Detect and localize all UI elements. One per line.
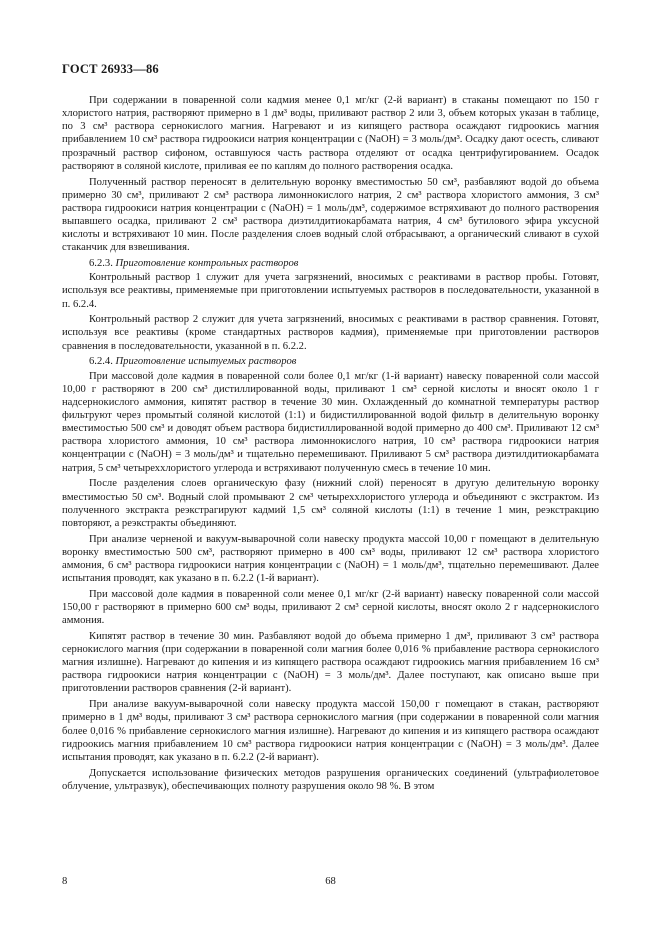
paragraph: Полученный раствор переносят в делительную воронку вместимостью 50 см³, разбавляют водой до объема примерно 30 см³, приливают 2 см³ раствора лимоннокислого натрия, 2 см³ раствора хлористого аммония, 3 см³ раствора гидроокиси натрия концентрации c (NaOH) = 1 моль/дм³, содержимое встряхивают до полного растворения выпавшего осадка, приливают 2 см³ раствора диэтилдитиокарбамата натрия, 4 см³ бутилового эфира уксусной кислоты и встряхивают 10 мин. После разделения слоев водный слой отбрасывают, а органический сливают в сухой стаканчик для взвешивания.: [62, 176, 599, 254]
paragraph: После разделения слоев органическую фазу (нижний слой) переносят в другую делительную воронку вместимостью 50 см³. Водный слой промывают 2 см³ четыреххлористого углерода и объединяют с экстрактом. Из полученного экстракта реэкстрагируют кадмий 1,5 см³ соляной кислоты (1:1) в течение 1 мин, реэкстракцию повторяют, а реэкстракты объединяют.: [62, 478, 599, 529]
section-heading: [62, 355, 599, 368]
paragraph: Допускается использование физических методов разрушения органических соединений (ультрафиолетовое облучение, ультразвук), обеспечивающих полноту разрушения около 98 %. В этом: [62, 767, 599, 792]
footer-page-number-left: 8: [62, 876, 68, 887]
paragraph: При анализе вакуум-выварочной соли навеску продукта массой 150,00 г помещают в стакан, растворяют примерно в 1 дм³ воды, приливают 3 см³ раствора сернокислого магния (при содержании в поваренной соли магния более 0,016 % прибавление сернокислого магния излишне). Нагревают до кипения и из кипящего раствора осаждают гидроокись магния прибавлением 10 см³ раствора гидроокиси натрия концентрации c (NaOH) = 3 моль/дм³. Далее испытания проводят, как указано в п. 6.2.2 (2-й вариант).: [62, 699, 599, 763]
section-number: 6.2.3.: [89, 258, 113, 270]
paragraph: При анализе черненой и вакуум-выварочной соли навеску продукта массой 10,00 г помещают в делительную воронку вместимостью 500 см³, растворяют примерно в 400 см³ воды, приливают 12 см³ раствора хлористого аммония, 6 см³ раствора гидроокиси натрия концентрации c (NaOH) = 1 моль/дм³, тщательно перемешивают. Далее испытания проводят, как указано в п. 6.2.2 (1-й вариант).: [62, 533, 599, 585]
paragraph: Контрольный раствор 2 служит для учета загрязнений, вносимых с реактивами в раствор сравнения. Готовят, используя все реактивы (кроме стандартных растворов кадмия), применяемые при приготовлении растворов сравнения в последовательности, указанной в п. 6.2.2.: [62, 314, 599, 352]
paragraph: Контрольный раствор 1 служит для учета загрязнений, вносимых с реактивами в раствор пробы. Готовят, используя все реактивы, применяемые при приготовлении испытуемых растворов в последовательности, указанной в п. 6.2.4.: [62, 272, 599, 310]
footer-page-number-center: 68: [325, 876, 336, 887]
paragraph: При массовой доле кадмия в поваренной соли менее 0,1 мг/кг (2-й вариант) навеску поваренной соли массой 150,00 г растворяют в примерно 600 см³ воды, приливают 2 см³ серной кислоты, вносят около 2 г надсернокислого аммония.: [62, 588, 599, 627]
section-heading: [62, 257, 599, 270]
section-title: Приготовление испытуемых растворов: [115, 356, 297, 368]
document-body: [62, 94, 599, 796]
paragraph: При содержании в поваренной соли кадмия менее 0,1 мг/кг (2-й вариант) в стаканы помещают по 150 г хлористого натрия, растворяют примерно в 1 дм³ воды, приливают раствор 2 или 3, объем которых указан в таблице, по 3 см³ раствора сернокислого магния. Нагревают и из кипящего раствора осаждают гидроокись магния прибавлением 10 см³ раствора гидроокиси натрия концентрации c (NaOH) = 3 моль/дм³. Осадку дают осесть, сливают прозрачный раствор сифоном, оставшуюся часть раствора отделяют от осадка центрифугированием. Осадок растворяют в соляной кислоте, приливая ее по каплям до полного растворения осадка.: [62, 95, 599, 172]
paragraph: При массовой доле кадмия в поваренной соли более 0,1 мг/кг (1-й вариант) навеску поваренной соли массой 10,00 г растворяют в 200 см³ дистиллированной воды, приливают 1 см³ серной кислоты и вносят около 1 г надсернокислого аммония, кипятят раствор в течение 30 мин. Охлажденный до комнатной температуры раствор фильтруют через промытый соляной кислотой (1:1) и бидистиллированной водой фильтр в делительную воронку вместимостью 500 см³ и доводят объем раствора бидистиллированной водой примерно до 400 см³. Приливают 12 см³ раствора хлористого аммония, 10 см³ раствора лимоннокислого натрия, 10 см³ раствора гидроокиси натрия концентрации c (NaOH) = 3 моль/дм³ и тщательно перемешивают. Приливают 5 см³ раствора диэтилдитиокарбамата натрия, 5 см³ четыреххлористого углерода и встряхивают полученную смесь в течение 10 мин.: [62, 370, 599, 474]
section-number: 6.2.4.: [89, 356, 113, 368]
page-header-title: ГОСТ 26933—86: [62, 62, 159, 76]
section-title: Приготовление контрольных растворов: [115, 258, 299, 270]
paragraph: Кипятят раствор в течение 30 мин. Разбавляют водой до объема примерно 1 дм³, приливают 3 см³ раствора сернокислого магния (при содержании в поваренной соли магния более 0,016 % прибавление раствора сернокислого магния излишне). Нагревают до кипения и из кипящего раствора осаждают гидроокись магния прибавлением 16 см³ раствора гидроокиси натрия концентрации c (NaOH) = 3 моль/дм³. Далее поступают, как описано выше при приготовлении растворов сравнения (2-й вариант).: [62, 630, 599, 695]
